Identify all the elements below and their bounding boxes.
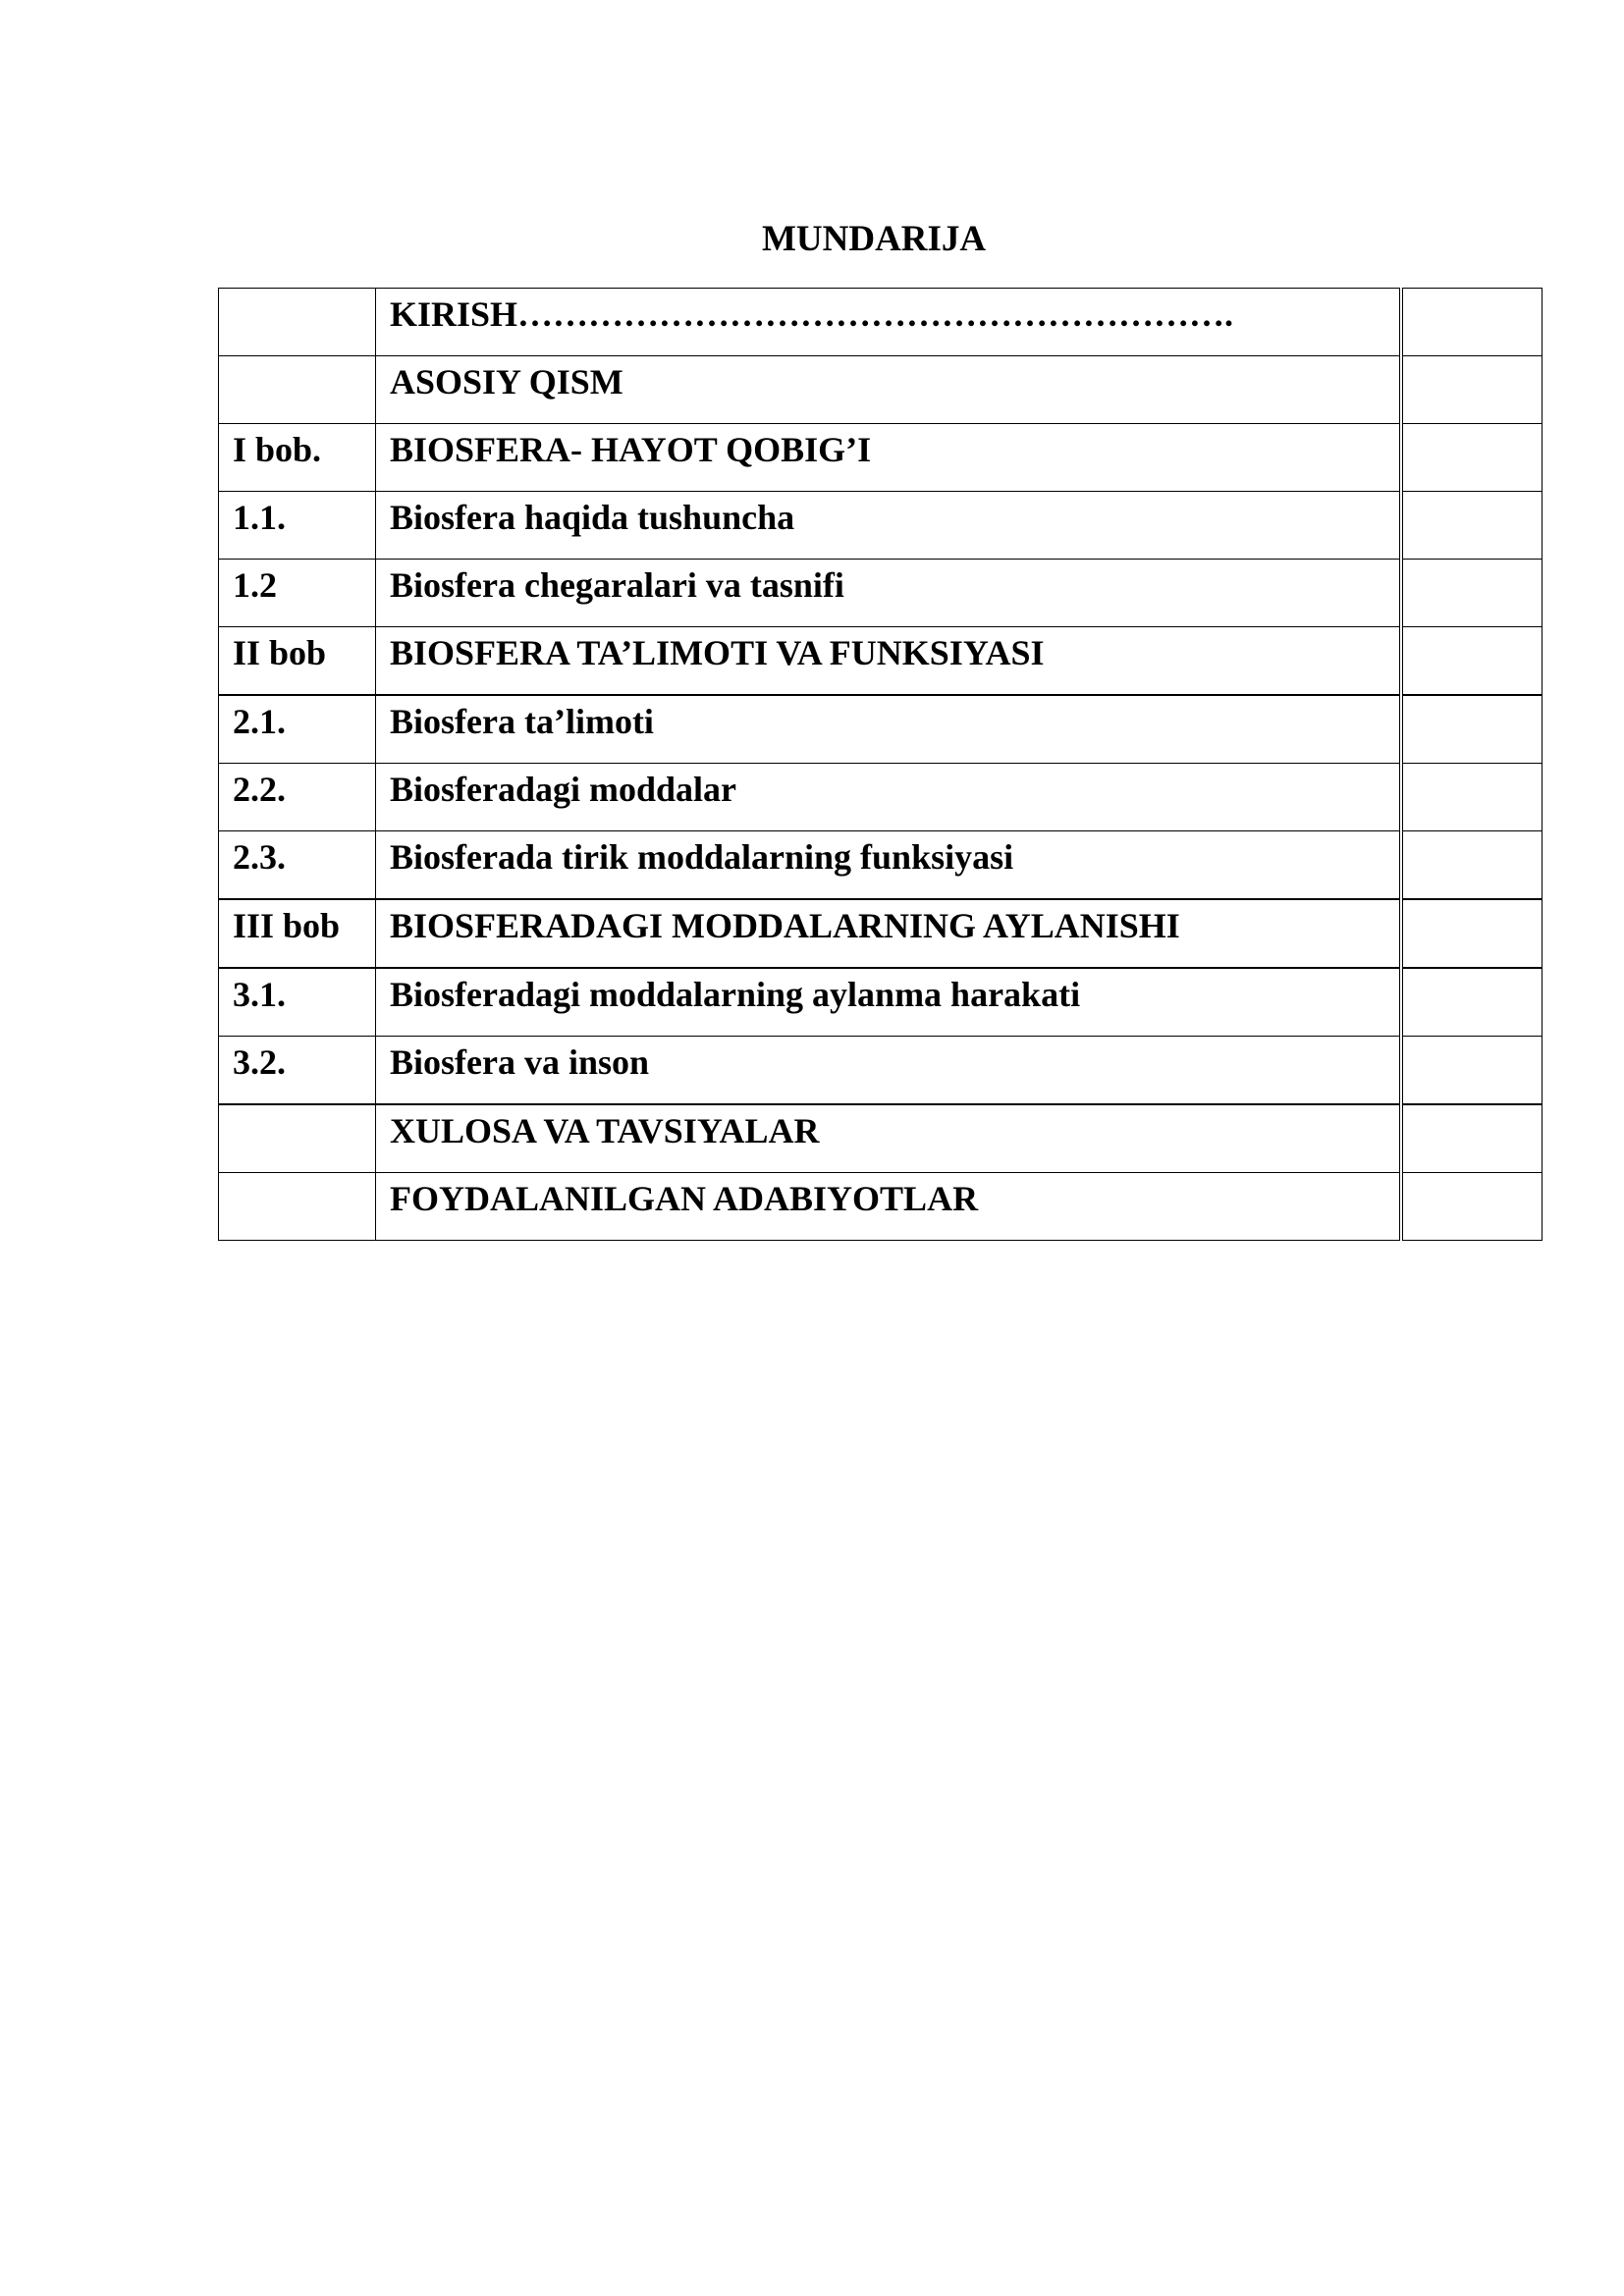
toc-number: 3.2. [219, 1037, 376, 1105]
toc-page [1401, 560, 1543, 627]
toc-number: 2.3. [219, 831, 376, 900]
toc-label: Biosfera ta’limoti [376, 695, 1401, 764]
toc-page [1401, 1173, 1543, 1241]
toc-page [1401, 899, 1543, 968]
toc-row [219, 695, 1543, 764]
toc-row [219, 1173, 1543, 1241]
toc-number: 1.1. [219, 492, 376, 560]
toc-number [219, 1173, 376, 1241]
toc-number: 3.1. [219, 968, 376, 1037]
toc-label: KIRISH……………………………………………………. [376, 289, 1401, 356]
toc-row [219, 968, 1543, 1037]
toc-label: Biosfera haqida tushuncha [376, 492, 1401, 560]
toc-row [219, 764, 1543, 831]
toc-page [1401, 627, 1543, 696]
toc-page [1401, 424, 1543, 492]
toc-number: 2.1. [219, 695, 376, 764]
toc-label: Biosfera chegaralari va tasnifi [376, 560, 1401, 627]
toc-number: I bob. [219, 424, 376, 492]
toc-number: 1.2 [219, 560, 376, 627]
toc-row [219, 492, 1543, 560]
toc-row [219, 899, 1543, 968]
toc-page [1401, 968, 1543, 1037]
document-title: MUNDARIJA [762, 219, 987, 259]
toc-row [219, 1037, 1543, 1105]
toc-number [219, 356, 376, 424]
toc-number: III bob [219, 899, 376, 968]
toc-number [219, 1104, 376, 1173]
toc-row [219, 289, 1543, 356]
toc-label: BIOSFERA TA’LIMOTI VA FUNKSIYASI [376, 627, 1401, 696]
toc-label: BIOSFERA- HAYOT QOBIG’I [376, 424, 1401, 492]
toc-label: XULOSA VA TAVSIYALAR [376, 1104, 1401, 1173]
toc-label: Biosferada tirik moddalarning funksiyasi [376, 831, 1401, 900]
toc-label: Biosfera va inson [376, 1037, 1401, 1105]
toc-number: II bob [219, 627, 376, 696]
toc-row [219, 831, 1543, 900]
toc-page [1401, 356, 1543, 424]
toc-page [1401, 831, 1543, 900]
toc-row [219, 627, 1543, 696]
toc-label: ASOSIY QISM [376, 356, 1401, 424]
toc-label: BIOSFERADAGI MODDALARNING AYLANISHI [376, 899, 1401, 968]
toc-label: Biosferadagi moddalar [376, 764, 1401, 831]
toc-row [219, 1104, 1543, 1173]
toc-page [1401, 695, 1543, 764]
toc-row [219, 356, 1543, 424]
toc-page [1401, 492, 1543, 560]
toc-number: 2.2. [219, 764, 376, 831]
toc-number [219, 289, 376, 356]
toc-row [219, 560, 1543, 627]
toc-page [1401, 1037, 1543, 1105]
toc-label: FOYDALANILGAN ADABIYOTLAR [376, 1173, 1401, 1241]
toc-page [1401, 1104, 1543, 1173]
toc-page [1401, 289, 1543, 356]
toc-page [1401, 764, 1543, 831]
toc-row [219, 424, 1543, 492]
toc-label: Biosferadagi moddalarning aylanma harakati [376, 968, 1401, 1037]
table-of-contents [218, 288, 1543, 1241]
